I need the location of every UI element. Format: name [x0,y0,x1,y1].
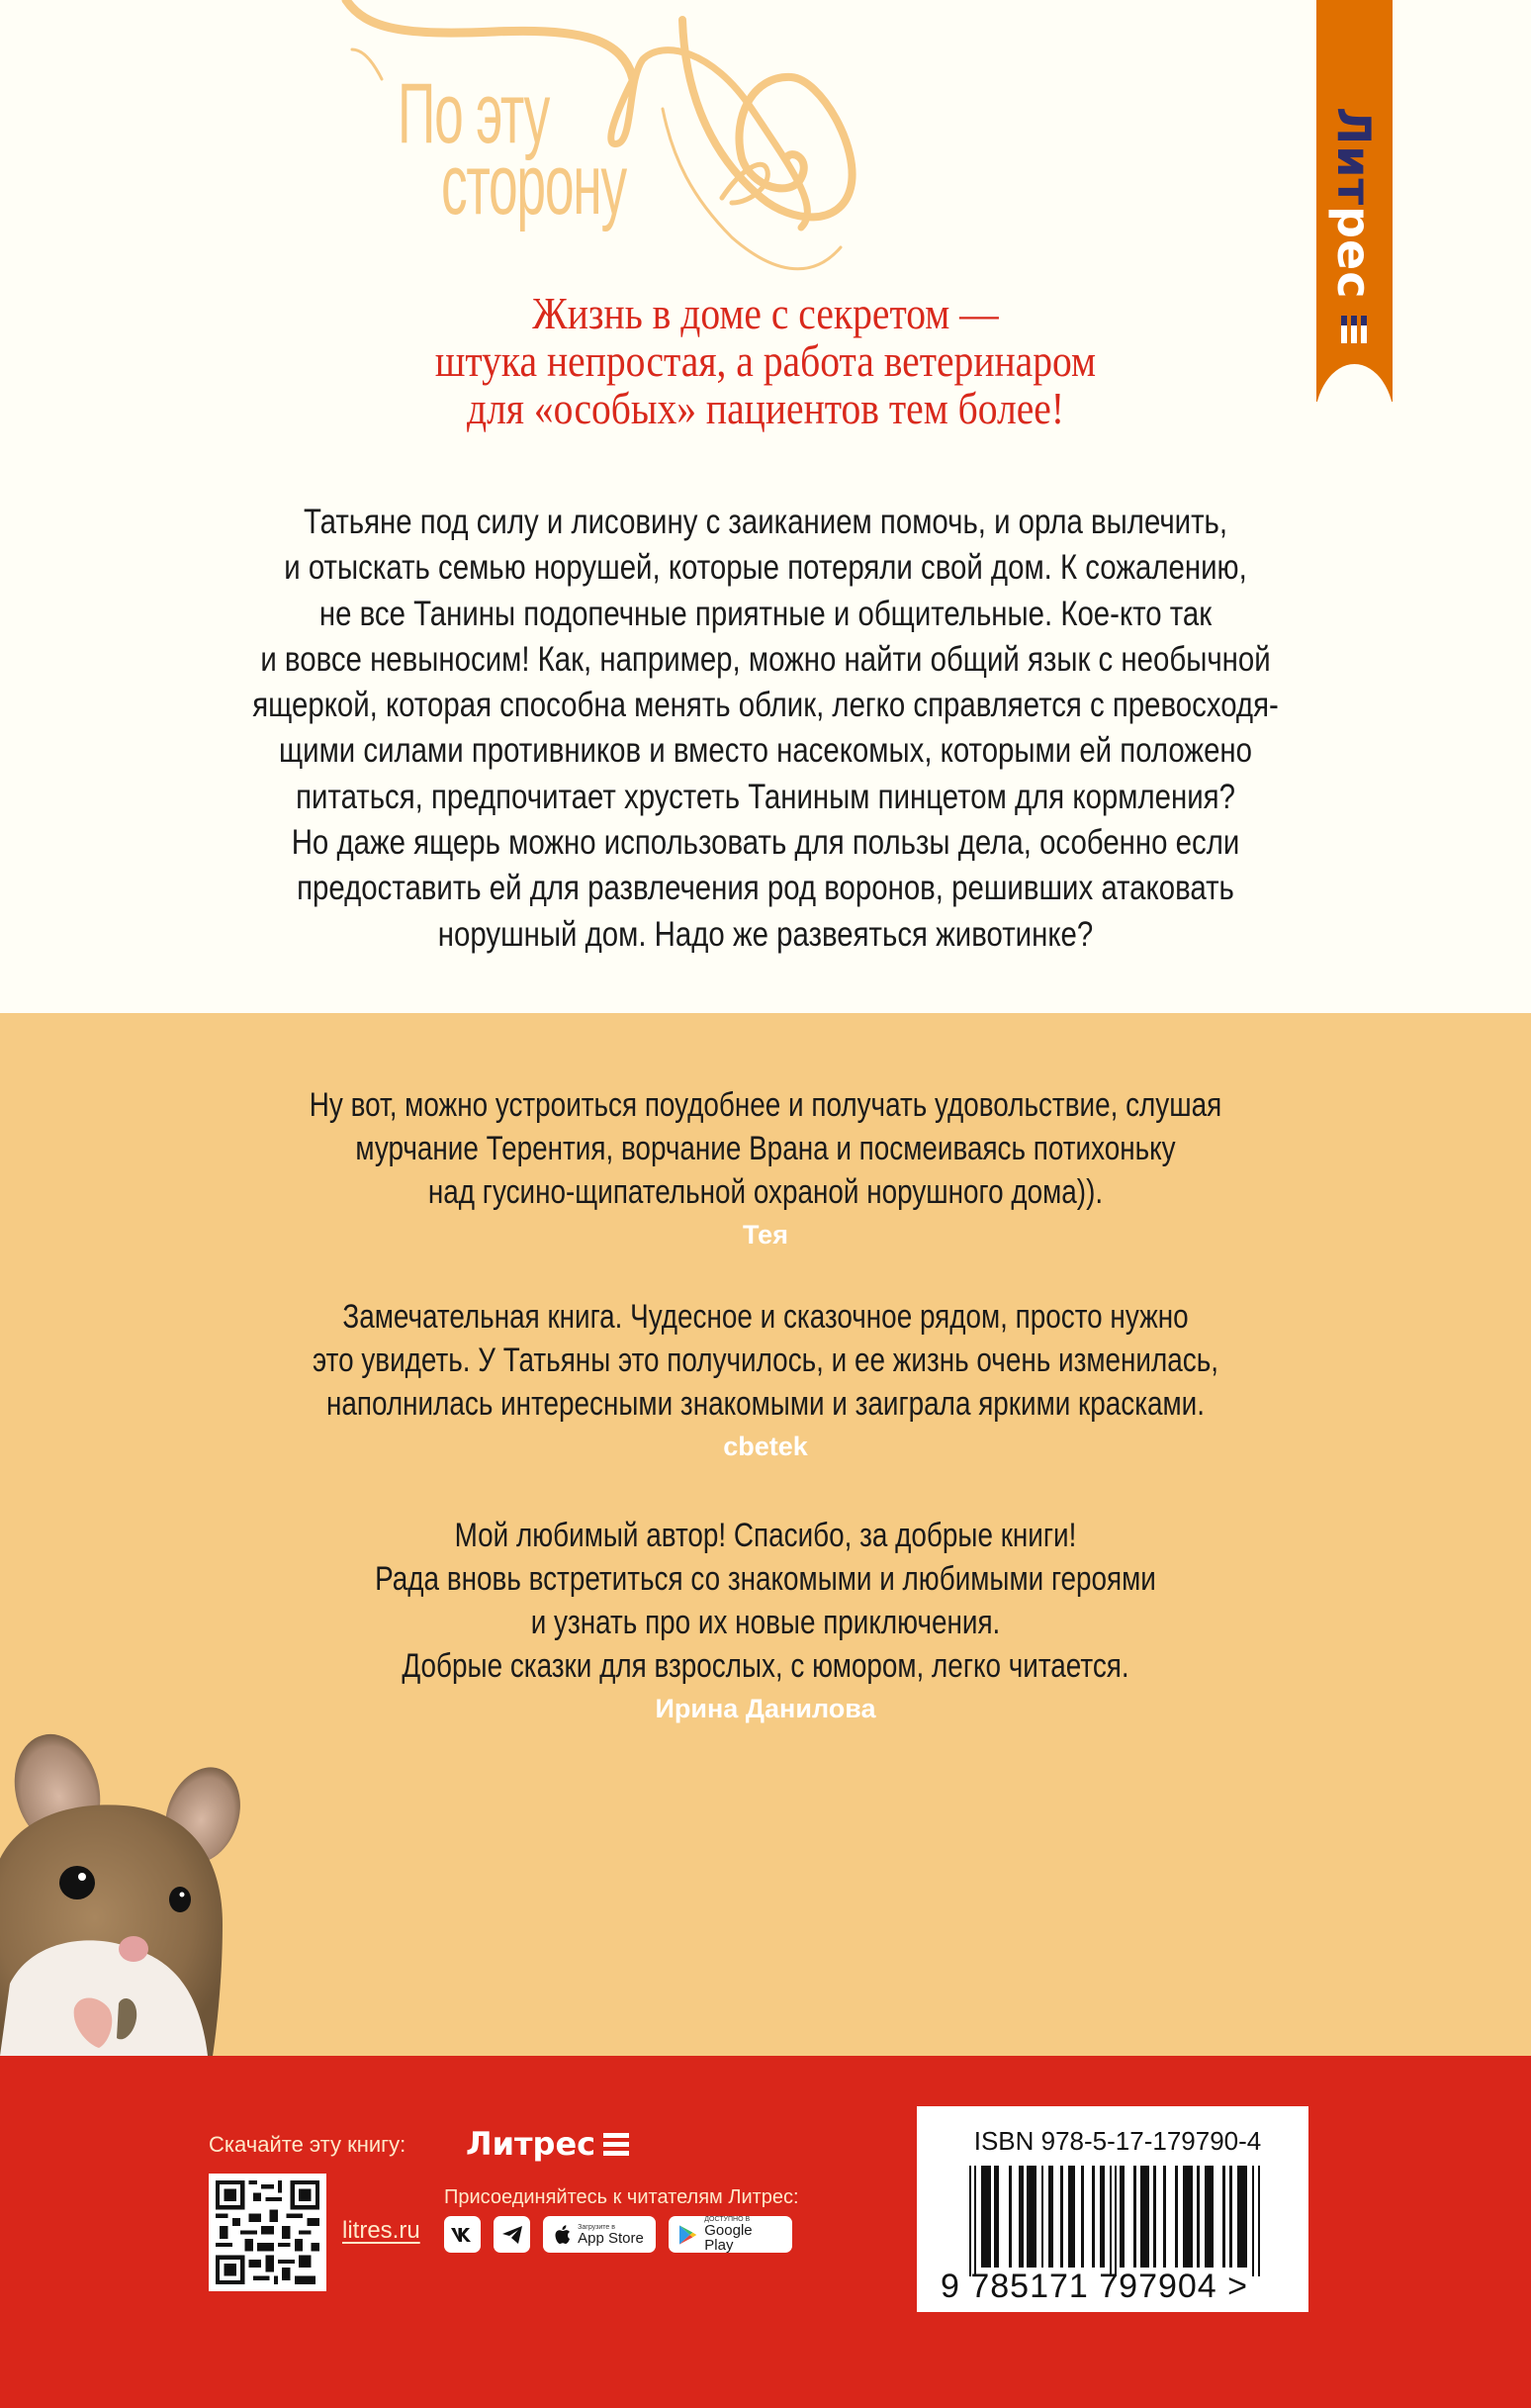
google-play-button[interactable] [669,2216,792,2253]
blurb-line: и отыскать семью норушей, которые потеряли свой дом. К сожалению, [284,548,1247,588]
litres-brand-text: Литрес [466,2125,596,2163]
blurb-line: питаться, предпочитает хрустеть Таниным пинцетом для кормления? [296,777,1235,816]
book-blurb [0,500,1531,958]
tagline-line: штука непростая, а работа ветеринаром [434,335,1097,386]
download-label: Скачайте эту книгу: [209,2132,406,2157]
join-readers-label: Присоединяйтесь к читателям Литрес: [444,2186,799,2208]
telegram-button[interactable] [494,2216,530,2253]
isbn-label: ISBN 978-5-17-179790-4 [973,2126,1262,2156]
tagline-line: Жизнь в доме с секретом — [532,288,999,338]
vk-icon [451,2227,475,2243]
review [0,1295,1531,1466]
litres-site-link[interactable]: litres.ru [342,2217,420,2244]
tagline-line: для «особых» пациентов тем более! [466,383,1065,433]
review-author: cbetek [723,1432,808,1461]
social-badges [444,2216,792,2253]
isbn-barcode-box [917,2106,1308,2312]
blurb-line: предоставить ей для развлечения род воронов, решивших атаковать [297,869,1234,908]
review-line: Ну вот, можно устроиться поудобнее и получать удовольствие, слушая [309,1086,1222,1124]
review-line: и узнать про их новые приключения. [530,1604,1001,1641]
apple-icon [555,2225,571,2245]
google-play-icon [678,2224,697,2246]
google-play-text: Google Play [704,2222,753,2254]
app-store-small-text: Загрузите в [578,2223,615,2231]
review [0,1514,1531,1728]
review-line: Добрые сказки для взрослых, с юмором, легко читается. [402,1647,1129,1685]
blurb-line: щими силами противников и вместо насекомых, которыми ей положено [278,731,1253,771]
blurb-line: не все Танины подопечные приятные и общительные. Кое-кто так [318,594,1213,633]
blurb-line: Татьяне под силу и лисовину с заиканием помочь, и орла вылечить, [303,503,1228,541]
ribbon-logo-part1: Лит [1326,107,1381,207]
cover-top-section [0,0,1531,1013]
telegram-icon [501,2225,523,2245]
series-title-line1: По эту [398,66,550,161]
review-line: над гусино-щипательной охраной норушного дома)). [427,1173,1104,1211]
review-author: Ирина Данилова [655,1694,876,1723]
litres-brand-logo [466,2125,629,2163]
review-line: Мой любимый автор! Спасибо, за добрые книги! [454,1517,1077,1554]
qr-code[interactable] [209,2174,326,2291]
footer [0,2056,1531,2408]
blurb-line: норушный дом. Надо же развеяться животинке? [437,914,1094,954]
blurb-line: Но даже ящерь можно использовать для пользы дела, особенно если [291,823,1240,863]
vk-button[interactable] [444,2216,481,2253]
litres-bars-icon [603,2133,629,2156]
series-title-line2: сторону [441,138,626,232]
tagline [107,290,1423,432]
ribbon-logo-part2: рес [1326,206,1381,300]
mouse-illustration [0,1707,247,2056]
google-play-small-text: ДОСТУПНО В [704,2216,751,2223]
app-store-text: App Store [578,2229,644,2247]
review-line: это увидеть. У Татьяны это получилось, и ее жизнь очень изменилась, [313,1342,1218,1379]
qr-code-icon [216,2180,319,2284]
review [0,1083,1531,1254]
barcode-icon [969,2166,1266,2276]
app-store-button[interactable] [543,2216,656,2253]
blurb-line: и вовсе невыносим! Как, например, можно найти общий язык с необычной [260,639,1271,679]
review-line: мурчание Терентия, ворчание Врана и посмеиваясь потихоньку [355,1130,1176,1167]
review-line: Замечательная книга. Чудесное и сказочное рядом, просто нужно [342,1298,1189,1336]
review-author: Тея [743,1220,788,1250]
review-line: наполнилась интересными знакомыми и заиграла яркими красками. [325,1385,1206,1423]
isbn-digits: 9 785171 797904 > [941,2268,1249,2305]
review-line: Рада вновь встретиться со знакомыми и любимыми героями [375,1560,1156,1598]
blurb-line: ящеркой, которая способна менять облик, легко справляется с превосходя- [252,686,1279,725]
